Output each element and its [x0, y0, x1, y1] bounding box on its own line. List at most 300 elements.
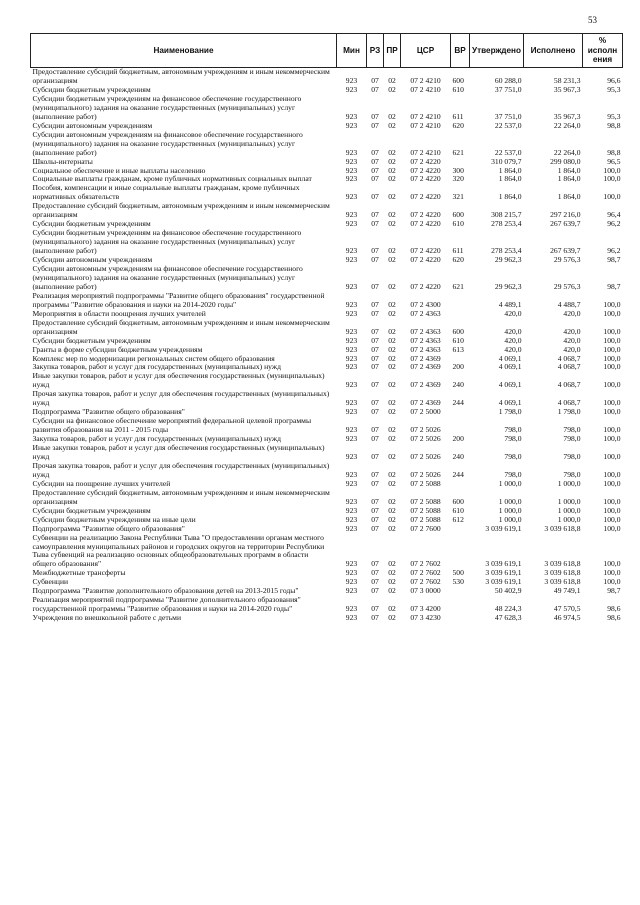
row-percent: 100,0: [603, 559, 621, 569]
row-executed: 22 264,0: [553, 120, 581, 130]
row-csr: 07 2 5026: [410, 469, 441, 479]
row-rz: 07: [371, 523, 379, 533]
row-name: Субсидии бюджетным учреждениям: [32, 219, 151, 229]
row-min: 923: [345, 156, 358, 166]
row-executed: 35 967,3: [553, 84, 581, 94]
row-approved: 310 079,7: [491, 156, 522, 166]
row-min: 923: [345, 568, 358, 578]
row-percent: 100,0: [603, 514, 621, 524]
table-row: [31, 68, 623, 86]
row-min: 923: [345, 299, 358, 309]
row-name: Иные закупки товаров, работ и услуг для обеспечения государственных (муниципальных) нужд: [32, 443, 325, 461]
row-percent: 100,0: [603, 299, 621, 309]
row-csr: 07 2 4210: [410, 84, 441, 94]
row-approved: 1 864,0: [498, 174, 522, 184]
row-percent: 100,0: [603, 380, 621, 390]
row-percent: 100,0: [603, 165, 621, 175]
row-vr: [451, 408, 470, 417]
row-percent: 100,0: [603, 505, 621, 515]
row-min: 923: [345, 120, 358, 130]
row-pr: 02: [388, 505, 396, 515]
row-approved: 1 798,0: [498, 407, 522, 417]
row-rz: 07: [371, 219, 379, 229]
row-name: Субсидии бюджетным учреждениям: [32, 335, 151, 345]
row-min: 923: [345, 255, 358, 265]
row-min: 923: [345, 496, 358, 506]
table-row: [31, 489, 623, 507]
row-csr: 07 2 4363: [410, 308, 441, 318]
row-name: Социальные выплаты гражданам, кроме публичных нормативных социальных выплат: [32, 174, 312, 184]
row-min: 923: [345, 380, 358, 390]
row-executed: 3 039 618,8: [544, 559, 581, 569]
row-executed: 29 576,3: [553, 255, 581, 265]
row-name: Реализация мероприятий подпрограммы "Развитие дополнительного образования" государственной программы "Развитие образования и науки на 2014-2020 годы": [32, 595, 301, 614]
row-approved: 48 224,3: [494, 604, 522, 614]
row-csr: 07 3 4200: [410, 604, 441, 614]
row-rz: 07: [371, 192, 379, 202]
row-pr: 02: [388, 299, 396, 309]
row-rz: 07: [371, 308, 379, 318]
row-executed: 1 798,0: [557, 407, 581, 417]
row-min: 923: [345, 147, 358, 157]
row-percent: 100,0: [603, 362, 621, 372]
row-approved: 3 039 619,1: [485, 568, 522, 578]
row-min: 923: [345, 434, 358, 444]
table-row: [31, 462, 623, 480]
row-vr: 530: [452, 577, 464, 587]
row-rz: 07: [371, 353, 379, 363]
row-min: 923: [345, 559, 358, 569]
table-row: [31, 614, 623, 623]
row-name: Субсидии бюджетным учреждениям на финансовое обеспечение государственного (муниципального) задания на оказание государственных (муниципальных) услуг (выполнение работ): [32, 228, 302, 256]
row-executed: 420,0: [563, 344, 581, 354]
row-name: Субсидии бюджетным учреждениям: [32, 505, 151, 515]
row-csr: 07 2 7600: [410, 523, 441, 533]
row-percent: 98,6: [607, 613, 621, 623]
row-percent: 96,5: [607, 156, 621, 166]
row-name: Субсидии автономным учреждениям на финансовое обеспечение государственного (муниципального) задания на оказание государственных (муниципальных) услуг (выполнение работ): [32, 129, 303, 157]
row-percent: 95,3: [607, 111, 621, 121]
table-row: [31, 184, 623, 202]
row-pr: 02: [388, 335, 396, 345]
table-row: [31, 131, 623, 158]
row-csr: 07 2 4220: [410, 165, 441, 175]
row-approved: 4 069,1: [498, 353, 522, 363]
row-pr: 02: [388, 452, 396, 461]
row-rz: 07: [371, 452, 379, 461]
row-pr: 02: [388, 613, 396, 623]
row-pr: 02: [388, 75, 396, 85]
row-min: 923: [345, 425, 358, 435]
row-vr: 300: [452, 165, 464, 175]
row-pr: 02: [388, 219, 396, 229]
row-pr: 02: [388, 147, 396, 157]
table-row: [31, 390, 623, 408]
row-name: Межбюджетные трансферты: [32, 568, 126, 578]
row-vr: 610: [452, 84, 464, 94]
row-percent: 100,0: [603, 577, 621, 587]
row-csr: 07 2 4369: [410, 398, 441, 408]
row-vr: 612: [452, 514, 464, 524]
row-approved: 1 000,0: [498, 478, 522, 488]
row-rz: 07: [371, 255, 379, 265]
row-csr: 07 2 4300: [410, 299, 441, 309]
row-rz: 07: [371, 165, 379, 175]
row-rz: 07: [371, 174, 379, 184]
row-name: Субсидии бюджетным учреждениям: [32, 84, 151, 94]
header-approved: Утверждено: [470, 34, 524, 68]
row-executed: 35 967,3: [553, 111, 581, 121]
row-rz: 07: [371, 120, 379, 130]
row-approved: 4 069,1: [498, 398, 522, 408]
row-executed: 267 639,7: [550, 219, 581, 229]
row-vr: 240: [452, 452, 464, 461]
row-name: Закупка товаров, работ и услуг для государственных (муниципальных) нужд: [32, 434, 281, 444]
row-csr: 07 2 4363: [410, 335, 441, 345]
row-name: Комплекс мер по модернизации региональных систем общего образования: [32, 353, 275, 363]
row-percent: 100,0: [603, 344, 621, 354]
header-min: Мин: [337, 34, 367, 68]
row-name: Подпрограмма "Развитие общего образования": [32, 407, 185, 417]
row-approved: 29 962,3: [494, 255, 522, 265]
row-approved: 1 864,0: [498, 165, 522, 175]
table-row: [31, 596, 623, 614]
row-csr: 07 2 4369: [410, 353, 441, 363]
row-name: Предоставление субсидий бюджетным, автономным учреждениям и иным некоммерческим организациям: [32, 201, 330, 220]
row-min: 923: [345, 353, 358, 363]
row-vr: 600: [452, 210, 464, 220]
row-pr: 02: [388, 604, 396, 614]
table-row: [31, 569, 623, 578]
row-executed: 29 576,3: [553, 281, 581, 291]
row-approved: 29 962,3: [494, 281, 522, 291]
row-approved: 3 039 619,1: [485, 523, 522, 533]
row-min: 923: [345, 398, 358, 408]
row-pr: 02: [388, 380, 396, 390]
row-name: Реализация мероприятий подпрограммы "Развитие общего образования" государственной программы "Развитие образования и науки на 2014-2020 годы": [32, 290, 325, 309]
row-executed: 1 000,0: [557, 505, 581, 515]
row-approved: 47 628,3: [494, 613, 522, 623]
row-min: 923: [345, 514, 358, 524]
row-executed: 4 068,7: [557, 362, 581, 372]
row-percent: 100,0: [603, 407, 621, 417]
row-csr: 07 2 4220: [410, 192, 441, 202]
row-executed: 299 080,0: [550, 156, 581, 166]
row-pr: 02: [388, 120, 396, 130]
row-rz: 07: [371, 577, 379, 587]
row-vr: 620: [452, 255, 464, 265]
row-min: 923: [345, 84, 358, 94]
row-pr: 02: [388, 84, 396, 94]
row-percent: 100,0: [603, 425, 621, 435]
row-min: 923: [345, 326, 358, 336]
header-rz: РЗ: [367, 34, 384, 68]
row-vr: 610: [452, 335, 464, 345]
row-name: Субвенции: [32, 577, 69, 587]
row-vr: 600: [452, 75, 464, 85]
row-min: 923: [345, 281, 358, 291]
row-min: 923: [345, 192, 358, 202]
row-percent: 96,2: [607, 219, 621, 229]
row-min: 923: [345, 505, 358, 515]
row-name: Учреждения по внешкольной работе с детьми: [32, 613, 182, 623]
row-csr: 07 2 4220: [410, 219, 441, 229]
row-percent: 100,0: [603, 174, 621, 184]
row-executed: 798,0: [563, 452, 581, 461]
row-executed: 420,0: [563, 335, 581, 345]
row-csr: 07 3 0000: [410, 586, 441, 596]
row-pr: 02: [388, 407, 396, 417]
row-approved: 1 000,0: [498, 514, 522, 524]
row-csr: 07 2 4220: [410, 174, 441, 184]
row-executed: 22 264,0: [553, 147, 581, 157]
row-min: 923: [345, 344, 358, 354]
table-header-row: [31, 34, 623, 68]
row-vr: [451, 587, 470, 596]
row-min: 923: [345, 246, 358, 256]
header-executed: Исполнено: [524, 34, 583, 68]
row-percent: 100,0: [603, 478, 621, 488]
row-vr: 620: [452, 120, 464, 130]
row-percent: 95,3: [607, 84, 621, 94]
row-vr: 600: [452, 496, 464, 506]
row-vr: 610: [452, 505, 464, 515]
row-approved: 420,0: [504, 344, 522, 354]
row-name: Предоставление субсидий бюджетным, автономным учреждениям и иным некоммерческим организациям: [32, 487, 330, 506]
row-vr: 500: [452, 568, 464, 578]
row-vr: [451, 525, 470, 534]
row-csr: 07 2 4210: [410, 147, 441, 157]
row-percent: 100,0: [603, 469, 621, 479]
row-csr: 07 3 4230: [410, 613, 441, 623]
row-min: 923: [345, 613, 358, 623]
row-percent: 100,0: [603, 335, 621, 345]
row-approved: 22 537,0: [494, 120, 522, 130]
row-csr: 07 2 5088: [410, 496, 441, 506]
row-name: Прочая закупка товаров, работ и услуг для обеспечения государственных (муниципальных) нужд: [32, 460, 330, 479]
row-name: Подпрограмма "Развитие дополнительного образования детей на 2013-2015 годы": [32, 586, 299, 596]
row-approved: 50 402,9: [494, 586, 522, 596]
row-executed: 1 000,0: [557, 514, 581, 524]
row-executed: 49 749,1: [553, 586, 581, 596]
row-rz: 07: [371, 335, 379, 345]
row-approved: 420,0: [504, 308, 522, 318]
row-rz: 07: [371, 362, 379, 372]
row-rz: 07: [371, 478, 379, 488]
row-rz: 07: [371, 425, 379, 435]
row-executed: 798,0: [563, 469, 581, 479]
row-csr: 07 2 5088: [410, 514, 441, 524]
row-rz: 07: [371, 326, 379, 336]
row-csr: 07 2 4220: [410, 246, 441, 256]
row-name: Субсидии бюджетным учреждениям на иные цели: [32, 514, 196, 524]
table-row: [31, 95, 623, 122]
row-csr: 07 2 4220: [410, 210, 441, 220]
row-executed: 4 068,7: [557, 380, 581, 390]
row-approved: 1 000,0: [498, 505, 522, 515]
row-percent: 100,0: [603, 523, 621, 533]
row-csr: 07 2 7602: [410, 568, 441, 578]
row-pr: 02: [388, 362, 396, 372]
row-rz: 07: [371, 514, 379, 524]
row-csr: 07 2 5088: [410, 505, 441, 515]
row-rz: 07: [371, 147, 379, 157]
row-executed: 1 000,0: [557, 478, 581, 488]
row-percent: 100,0: [603, 353, 621, 363]
row-rz: 07: [371, 75, 379, 85]
row-name: Школы-интернаты: [32, 156, 93, 166]
table-row: [31, 372, 623, 390]
row-approved: 308 215,7: [491, 210, 522, 220]
row-vr: 320: [452, 174, 464, 184]
row-approved: 1 864,0: [498, 192, 522, 202]
table-body: [31, 68, 623, 624]
row-min: 923: [345, 308, 358, 318]
row-rz: 07: [371, 156, 379, 166]
header-percent: % исполн ения: [583, 34, 623, 68]
row-rz: 07: [371, 299, 379, 309]
row-min: 923: [345, 407, 358, 417]
row-executed: 4 068,7: [557, 353, 581, 363]
row-name: Субсидии автономным учреждениям: [32, 120, 153, 130]
row-vr: 240: [452, 380, 464, 390]
row-rz: 07: [371, 84, 379, 94]
row-approved: 3 039 619,1: [485, 559, 522, 569]
row-pr: 02: [388, 353, 396, 363]
table-row: [31, 417, 623, 435]
row-name: Гранты в форме субсидии бюджетным учреждениям: [32, 344, 203, 354]
row-name: Субсидии на поощрение лучших учителей: [32, 478, 171, 488]
table-row: [31, 229, 623, 256]
header-pr: ПР: [384, 34, 401, 68]
row-min: 923: [345, 469, 358, 479]
row-rz: 07: [371, 246, 379, 256]
row-approved: 798,0: [504, 434, 522, 444]
row-approved: 37 751,0: [494, 111, 522, 121]
row-vr: 611: [452, 246, 464, 256]
row-approved: 420,0: [504, 326, 522, 336]
row-name: Социальное обеспечение и иные выплаты населению: [32, 165, 206, 175]
row-name: Мероприятия в области поощрения лучших учителей: [32, 308, 206, 318]
row-pr: 02: [388, 478, 396, 488]
row-approved: 278 253,4: [491, 246, 522, 256]
row-executed: 47 570,5: [553, 604, 581, 614]
header-name: Наименование: [31, 34, 337, 68]
row-pr: 02: [388, 326, 396, 336]
row-percent: 100,0: [603, 326, 621, 336]
row-vr: 200: [452, 434, 464, 444]
row-csr: 07 2 4210: [410, 111, 441, 121]
row-pr: 02: [388, 586, 396, 596]
row-executed: 267 639,7: [550, 246, 581, 256]
table-row: [31, 202, 623, 220]
row-pr: 02: [388, 398, 396, 408]
page-number: 53: [588, 15, 597, 25]
row-percent: 96,4: [607, 210, 621, 220]
row-csr: 07 2 7602: [410, 559, 441, 569]
row-min: 923: [345, 210, 358, 220]
row-rz: 07: [371, 604, 379, 614]
row-approved: 1 000,0: [498, 496, 522, 506]
row-vr: 610: [452, 219, 464, 229]
row-name: Пособия, компенсации и иные социальные выплаты гражданам, кроме публичных нормативных обязательств: [32, 183, 300, 202]
row-name: Субсидии автономным учреждениям на финансовое обеспечение государственного (муниципального) задания на оказание государственных (муниципальных) услуг (выполнение работ): [32, 263, 303, 291]
row-executed: 1 864,0: [557, 192, 581, 202]
table-row: [31, 534, 623, 570]
row-min: 923: [345, 586, 358, 596]
row-approved: 278 253,4: [491, 219, 522, 229]
row-percent: 100,0: [603, 192, 621, 202]
row-name: Подпрограмма "Развитие общего образования": [32, 523, 185, 533]
row-name: Субсидии на финансовое обеспечение мероприятий федеральной целевой программы развития образования на 2011 - 2015 годы: [32, 416, 312, 435]
row-pr: 02: [388, 559, 396, 569]
row-pr: 02: [388, 246, 396, 256]
row-vr: [451, 614, 470, 623]
row-pr: 02: [388, 469, 396, 479]
row-vr: 200: [452, 362, 464, 372]
row-vr: 621: [452, 281, 464, 291]
row-pr: 02: [388, 434, 396, 444]
row-vr: 613: [452, 344, 464, 354]
row-min: 923: [345, 523, 358, 533]
row-rz: 07: [371, 344, 379, 354]
row-vr: [451, 596, 470, 614]
row-executed: 1 864,0: [557, 165, 581, 175]
row-min: 923: [345, 75, 358, 85]
row-name: Иные закупки товаров, работ и услуг для обеспечения государственных (муниципальных) нужд: [32, 371, 325, 390]
row-percent: 98,6: [607, 604, 621, 614]
row-rz: 07: [371, 380, 379, 390]
row-pr: 02: [388, 165, 396, 175]
row-rz: 07: [371, 281, 379, 291]
row-rz: 07: [371, 407, 379, 417]
row-min: 923: [345, 111, 358, 121]
row-vr: [451, 480, 470, 489]
row-approved: 4 069,1: [498, 362, 522, 372]
row-vr: 244: [452, 398, 464, 408]
row-executed: 3 039 618,8: [544, 577, 581, 587]
row-min: 923: [345, 219, 358, 229]
row-vr: [451, 417, 470, 435]
row-approved: 798,0: [504, 452, 522, 461]
row-csr: 07 2 4369: [410, 362, 441, 372]
row-executed: 58 231,3: [553, 75, 581, 85]
row-executed: 798,0: [563, 434, 581, 444]
row-approved: 37 751,0: [494, 84, 522, 94]
row-rz: 07: [371, 111, 379, 121]
table-row: [31, 265, 623, 292]
row-percent: 98,7: [607, 586, 621, 596]
row-pr: 02: [388, 344, 396, 354]
row-vr: 621: [452, 147, 464, 157]
row-name: Субсидии бюджетным учреждениям на финансовое обеспечение государственного (муниципального) задания на оказание государственных (муниципальных) услуг (выполнение работ): [32, 93, 302, 121]
row-rz: 07: [371, 210, 379, 220]
row-percent: 98,8: [607, 120, 621, 130]
row-percent: 98,8: [607, 147, 621, 157]
row-name: Прочая закупка товаров, работ и услуг для обеспечения государственных (муниципальных) нужд: [32, 389, 330, 408]
row-pr: 02: [388, 514, 396, 524]
row-csr: 07 2 5026: [410, 434, 441, 444]
row-pr: 02: [388, 308, 396, 318]
row-executed: 3 039 618,8: [544, 568, 581, 578]
row-name: Субвенции на реализацию Закона Республики Тыва "О предоставлении органам местного самоуправления муниципальных районов и городских округов на территории Республики Тыва субвенций на реализацию основных общеобразовательных программ в области общего образования": [32, 532, 325, 569]
table-row: [31, 444, 623, 462]
row-rz: 07: [371, 559, 379, 569]
row-min: 923: [345, 604, 358, 614]
row-name: Предоставление субсидий бюджетным, автономным учреждениям и иным некоммерческим организациям: [32, 317, 330, 336]
row-csr: 07 2 5088: [410, 478, 441, 488]
row-percent: 100,0: [603, 568, 621, 578]
